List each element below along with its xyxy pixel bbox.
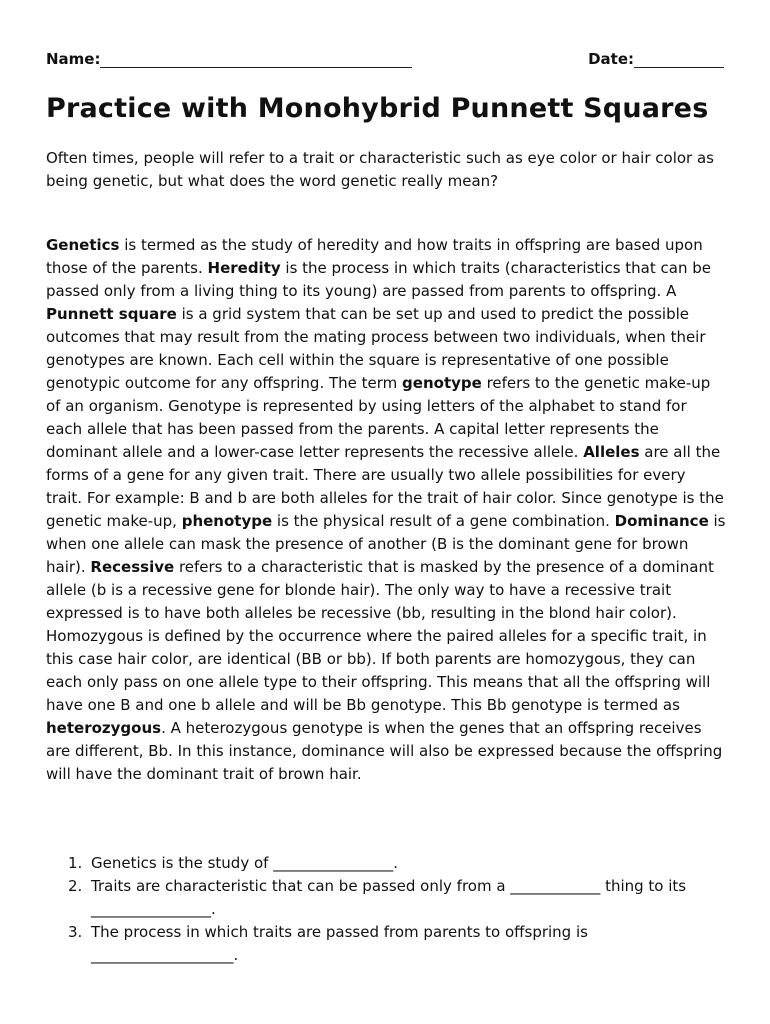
term-recessive: Recessive: [90, 558, 175, 576]
name-blank-line[interactable]: [100, 52, 412, 68]
question-item: [46, 852, 726, 875]
body-text-segment: is when one allele can mask the presence of another (B is the dominant gene for brown hair).: [46, 512, 726, 576]
body-text-segment: is the process in which traits (characteristics that can be passed only from a living thing to its young) are passed from parents to offspring. A: [46, 259, 711, 300]
body-text-segment: are all the forms of a gene for any given trait. There are usually two allele possibilities for every trait. For example: B and b are both alleles for the trait of hair color. Since genotype is the genetic make-up,: [46, 443, 724, 530]
question-item: [46, 921, 726, 967]
body-text-segment: . A heterozygous genotype is when the genes that an offspring receives are different, Bb. In this instance, dominance will also be expressed because the offspring will have the dominant trait of brown hair.: [46, 719, 723, 783]
date-field: [588, 50, 724, 68]
question-list: [46, 852, 726, 967]
body-text-segment: is termed as the study of heredity and how traits in offspring are based upon those of the parents.: [46, 236, 703, 277]
term-punnett-square: Punnett square: [46, 305, 177, 323]
body-text-segment: refers to the genetic make-up of an organism. Genotype is represented by using letters of the alphabet to stand for each allele that has been passed from the parents. A capital letter represents the dominant allele and a lower-case letter represents the recessive allele.: [46, 374, 711, 461]
intro-paragraph: Often times, people will refer to a trait or characteristic such as eye color or hair color as being genetic, but what does the word genetic really mean?: [46, 149, 714, 190]
body-text-segment: is the physical result of a gene combination.: [272, 512, 615, 530]
term-genetics: Genetics: [46, 236, 120, 254]
definitions-paragraph: [46, 234, 726, 786]
question-text: Genetics is the study of ________________.: [91, 854, 398, 872]
term-dominance: Dominance: [614, 512, 709, 530]
name-field: [46, 50, 412, 68]
term-genotype: genotype: [402, 374, 482, 392]
body-text-segment: refers to a characteristic that is masked by the presence of a dominant allele (b is a recessive gene for blonde hair). The only way to have a recessive trait expressed is to have both alleles be recessive (bb, resulting in the blond hair color). Homozygous is defined by the occurrence where the paired alleles for a specific trait, in this case hair color, are identical (BB or bb). If both parents are homozygous, they can each only pass on one allele type to their offspring. This means that all the offspring will have one B and one b allele and will be Bb genotype. This Bb genotype is termed as: [46, 558, 714, 714]
term-phenotype: phenotype: [181, 512, 273, 530]
name-label: Name:: [46, 50, 101, 68]
question-text: The process in which traits are passed from parents to offspring is ___________________.: [91, 923, 588, 964]
question-item: [46, 875, 726, 921]
question-number: 3.: [68, 923, 83, 941]
term-alleles: Alleles: [583, 443, 640, 461]
worksheet-title: Practice with Monohybrid Punnett Squares: [46, 93, 709, 124]
body-text-segment: is a grid system that can be set up and used to predict the possible outcomes that may result from the mating process between two individuals, when their genotypes are known. Each cell within the square is representative of one possible genotypic outcome for any offspring. The term: [46, 305, 706, 392]
date-blank-line[interactable]: [634, 52, 724, 68]
term-heredity: Heredity: [207, 259, 281, 277]
question-number: 1.: [68, 854, 83, 872]
question-text: Traits are characteristic that can be passed only from a ____________ thing to its ________________.: [91, 877, 687, 918]
question-number: 2.: [68, 877, 83, 895]
date-label: Date:: [588, 50, 634, 68]
worksheet-header: [46, 50, 724, 70]
term-heterozygous: heterozygous: [46, 719, 162, 737]
